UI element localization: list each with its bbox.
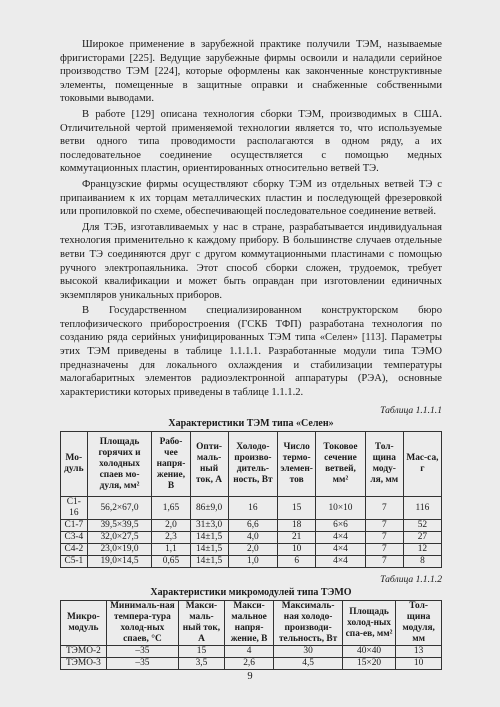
table-row: [61, 544, 442, 556]
table-row: [61, 497, 442, 520]
table-cell: 14±1,5: [190, 556, 228, 568]
table-cell: 18: [278, 520, 316, 532]
table-cell: 7: [365, 497, 403, 520]
table-cell: 10×10: [316, 497, 366, 520]
table1-header-cell: Токовое сечение ветвей, мм²: [316, 432, 366, 497]
table-row: [61, 520, 442, 532]
table-cell: 23,0×19,0: [87, 544, 152, 556]
table-row: [61, 556, 442, 568]
table-cell: 15: [179, 646, 225, 658]
table-cell: 21: [278, 532, 316, 544]
table-cell: 15×20: [342, 658, 395, 670]
table-cell: 7: [365, 544, 403, 556]
table1-header-row: [61, 432, 442, 497]
table-cell: 19,0×14,5: [87, 556, 152, 568]
table-cell: ТЭМО-2: [61, 646, 107, 658]
table1-header-cell: Мо-дуль: [61, 432, 88, 497]
table-cell: 31±3,0: [190, 520, 228, 532]
table-cell: 0,65: [152, 556, 190, 568]
table-cell: С1-7: [61, 520, 88, 532]
table-cell: 8: [403, 556, 441, 568]
table2-header-cell: Макси-мальное напря-жение, В: [224, 601, 274, 646]
page-number: 9: [247, 671, 253, 682]
table-cell: –35: [106, 658, 178, 670]
table1-header-cell: Площадь горячих и холодных спаев мо-дуля, мм²: [87, 432, 152, 497]
table-cell: 4: [224, 646, 274, 658]
table-cell: 14±1,5: [190, 544, 228, 556]
paragraph-2: В работе [129] описана технология сборки ТЭМ, производимых в США. Отличительной чертой применяемой технологии является то, что используемые ветви одного типа проводимости располагаются в одном ряду, а их последовательное соединение осуществляется с помощью медных коммутационных пластин, ориентированных относительно ветвей ТЭ.: [60, 108, 442, 175]
table-cell: 86±9,0: [190, 497, 228, 520]
table-cell: 39,5×39,5: [87, 520, 152, 532]
table2-header-row: [61, 601, 442, 646]
table-cell: С5-1: [61, 556, 88, 568]
table-cell: 3,5: [179, 658, 225, 670]
table-cell: 14±1,5: [190, 532, 228, 544]
table-cell: 116: [403, 497, 441, 520]
table1-header-cell: Число термо-элемен-тов: [278, 432, 316, 497]
table-cell: С4-2: [61, 544, 88, 556]
table-cell: 30: [274, 646, 343, 658]
table2-header-cell: Площадь холод-ных спа-ев, мм²: [342, 601, 395, 646]
table2-header-cell: Микро-модуль: [61, 601, 107, 646]
table-cell: 1,0: [228, 556, 278, 568]
table-row: [61, 532, 442, 544]
table-cell: 13: [396, 646, 442, 658]
table2-header-cell: Тол-щина модуля, мм: [396, 601, 442, 646]
table-cell: 1,1: [152, 544, 190, 556]
table-cell: 7: [365, 556, 403, 568]
table2-header-cell: Макси-маль-ный ток, А: [179, 601, 225, 646]
paragraph-5: В Государственном специализированном конструкторском бюро теплофизического приборостроения (ГСКБ ТФП) разработана технология по созданию ряда серийных унифицированных ТЭМ типа «Селен» [113]. Параметры этих ТЭМ приведены в таблице 1.1.1.1. Разработанные модули типа ТЭМО предназначены для локального охлаждения и стабилизации температуры малогабаритных элементов радиоэлектронной аппаратуры (РЭА), основные характеристики которых приведены в таблице 1.1.1.2.: [60, 305, 442, 398]
table1-title: Характеристики ТЭМ типа «Селен»: [168, 418, 334, 430]
table-cell: 2,3: [152, 532, 190, 544]
table2-header-cell: Максималь-ная холодо-производи-тельность, Вт: [274, 601, 343, 646]
table-cell: 7: [365, 520, 403, 532]
table2-title: Характеристики микромодулей типа ТЭМО: [150, 587, 352, 599]
table1-header-cell: Тол-щина моду-ля, мм: [365, 432, 403, 497]
table2-header-cell: Минималь-ная темпера-тура холод-ных спаев, °С: [106, 601, 178, 646]
paragraph-1: Широкое применение в зарубежной практике получили ТЭМ, называемые фригисторами [225]. Ведущие зарубежные фирмы освоили и наладили серийное производство ТЭМ [224], которые оформлены как законченные конструктивные элементы, помещенные в защитные оправки и снабженные собственными токовыми выводами.: [60, 39, 442, 105]
table-cell: 6: [278, 556, 316, 568]
table-cell: 10: [396, 658, 442, 670]
table-cell: 6,6: [228, 520, 278, 532]
table1-header-cell: Рабо-чее напря-жение, В: [152, 432, 190, 497]
table-cell: 10: [278, 544, 316, 556]
table1-header-cell: Холодо-произво-дитель-ность, Вт: [228, 432, 278, 497]
table-cell: 15: [278, 497, 316, 520]
table-cell: 4,0: [228, 532, 278, 544]
table-cell: 6×6: [316, 520, 366, 532]
selen-characteristics-table: [60, 431, 442, 568]
table-cell: 2,0: [152, 520, 190, 532]
table-cell: 7: [365, 532, 403, 544]
table-cell: 27: [403, 532, 441, 544]
temo-characteristics-table: [60, 600, 442, 670]
table-cell: –35: [106, 646, 178, 658]
table-row: [61, 646, 442, 658]
table-cell: 2,0: [228, 544, 278, 556]
table1-header-cell: Опти-маль-ный ток, А: [190, 432, 228, 497]
table-cell: 16: [228, 497, 278, 520]
table-cell: ТЭМО-3: [61, 658, 107, 670]
table-cell: 56,2×67,0: [87, 497, 152, 520]
table-cell: 4,5: [274, 658, 343, 670]
table1-header-cell: Мас-са, г: [403, 432, 441, 497]
table-cell: С3-4: [61, 532, 88, 544]
paragraph-3: Французские фирмы осуществляют сборку ТЭМ из отдельных ветвей ТЭ с припаиванием к их торцам металлических пластин и последующей фрезеровкой или пропиловкой по схеме, обеспечивающей последовательное соединение ветвей.: [60, 178, 442, 218]
table-cell: 4×4: [316, 556, 366, 568]
table-cell: 2,6: [224, 658, 274, 670]
table-cell: 40×40: [342, 646, 395, 658]
table-cell: 12: [403, 544, 441, 556]
table-cell: 1,65: [152, 497, 190, 520]
table-cell: 4×4: [316, 544, 366, 556]
table-cell: С1-16: [61, 497, 88, 520]
table-cell: 52: [403, 520, 441, 532]
table-cell: 32,0×27,5: [87, 532, 152, 544]
table-row: [61, 658, 442, 670]
table2-caption: Таблица 1.1.1.2: [380, 574, 442, 586]
paragraph-4: Для ТЭБ, изготавливаемых у нас в стране, разрабатывается индивидуальная технология применительно к каждому прибору. В большинстве случаев отдельные ветви ТЭ соединяются друг с другом коммутационными пластинами с помощью ручного электропаяльника. Этот способ сборки сложен, трудоемок, требует высокой квалификации и может быть оправдан при изготовлении единичных экземпляров уникальных приборов.: [60, 221, 442, 301]
table-cell: 4×4: [316, 532, 366, 544]
table1-caption: Таблица 1.1.1.1: [380, 405, 442, 417]
